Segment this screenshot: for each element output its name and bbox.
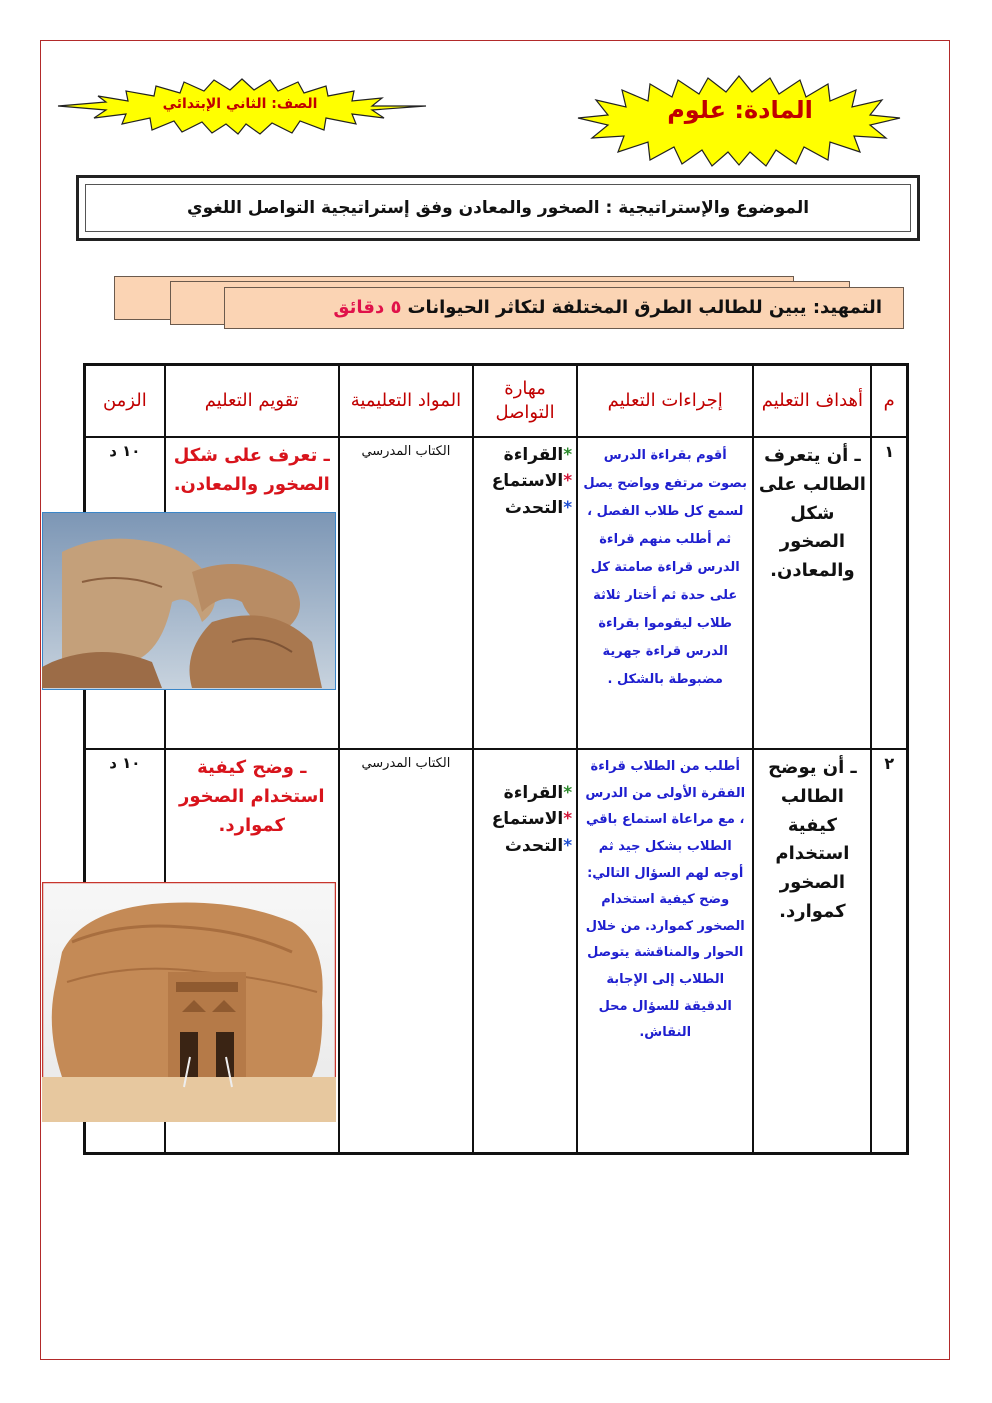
header-num: م [871, 365, 907, 438]
skill-item: *الاستماع [491, 471, 573, 492]
row-evaluation-cell [165, 437, 339, 749]
header-evaluation: تقويم التعليم [165, 365, 339, 438]
skill-item: *القراءة [503, 783, 573, 803]
lesson-plan-table [83, 363, 909, 1155]
row-goal: ـ أن يتعرف الطالب على شكل الصخور والمعادن. [753, 437, 871, 749]
row-num: ٢ [871, 749, 907, 1153]
row-evaluation-cell [165, 749, 339, 1153]
row-time: ١٠ د [85, 749, 165, 1153]
skill-item: *الاستماع [491, 809, 573, 830]
header-goals: أهداف التعليم [753, 365, 871, 438]
subject-label: المادة: علوم [667, 96, 813, 124]
intro-text [224, 287, 902, 327]
skill-item: *التحدث [504, 497, 573, 518]
header-time: الزمن [85, 365, 165, 438]
row-evaluation: ـ تعرف على شكل الصخور والمعادن. [173, 445, 330, 495]
row-time: ١٠ د [85, 437, 165, 749]
row-num: ١ [871, 437, 907, 749]
row-procedure: أطلب من الطلاب قراءة الفقرة الأولى من الدرس ، مع مراعاة استماع باقي الطلاب بشكل جيد ثم أوجه لهم السؤال التالي: وضح كيفية استخدام الصخور كموارد. من خلال الحوار والمناقشة يتوصل الطلاب إلى الإجابة الدقيقة للسؤال محل النقاش. [577, 749, 753, 1153]
row-evaluation: ـ وضح كيفية استخدام الصخور كموارد. [178, 757, 325, 836]
header-procedures: إجراءات التعليم [577, 365, 753, 438]
intro-label: التمهيد: يبين للطالب الطرق المختلفة لتكاثر الحيوانات [407, 296, 882, 318]
row-procedure: أقوم بقراءة الدرس بصوت مرتفع وواضح يصل لسمع كل طلاب الفصل ، ثم أطلب منهم قراءة الدرس قراءة صامتة كل على حدة ثم أختار ثلاثة طلاب ليقوموا بقراءة الدرس قراءة جهرية مضبوطة بالشكل . [577, 437, 753, 749]
header-skill: مهارة التواصل [473, 365, 577, 438]
row-goal: ـ أن يوضح الطالب كيفية استخدام الصخور كموارد. [753, 749, 871, 1153]
row-skills [473, 749, 577, 1153]
skill-item: *التحدث [504, 835, 573, 856]
madain-saleh-photo [42, 882, 336, 1122]
skill-item: *القراءة [503, 445, 573, 465]
row-skills [473, 437, 577, 749]
row-materials: الكتاب المدرسي [339, 437, 473, 749]
table-row [85, 749, 908, 1153]
grade-label: الصف: الثاني الإبتدائي [162, 96, 318, 112]
intro-duration: ٥ دقائق [333, 296, 402, 318]
table-row [85, 437, 908, 749]
rock-arch-photo [42, 512, 336, 690]
topic-text: الموضوع والإستراتيجية : الصخور والمعادن وفق إستراتيجية التواصل اللغوي [85, 184, 911, 232]
topic-box [76, 175, 920, 241]
header-materials: المواد التعليمية [339, 365, 473, 438]
table-header-row [85, 365, 908, 438]
row-materials: الكتاب المدرسي [339, 749, 473, 1153]
